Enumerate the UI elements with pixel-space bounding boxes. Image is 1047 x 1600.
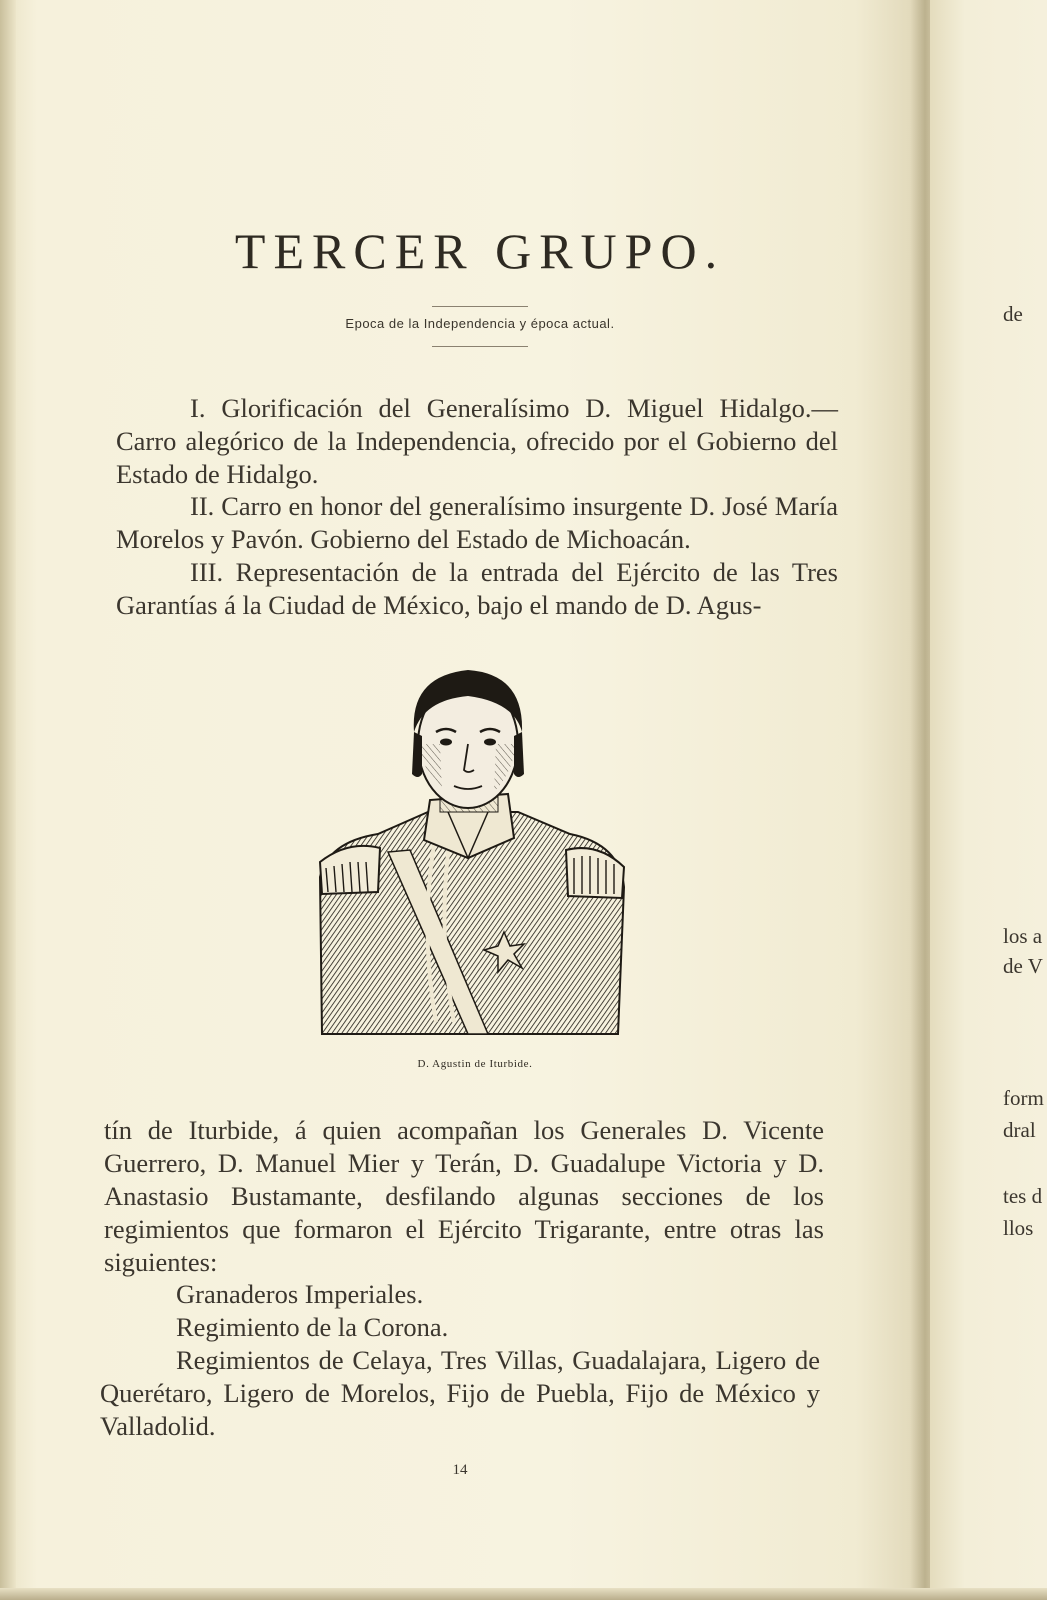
- right-page: [930, 0, 1047, 1600]
- next-page-fragment: de: [1003, 302, 1023, 326]
- next-page-fragment: form: [1003, 1086, 1044, 1110]
- next-page-fragment: tes d: [1003, 1184, 1043, 1208]
- regiment-item: Granaderos Imperiales.: [176, 1279, 424, 1309]
- page-edge-shadow: [0, 0, 16, 1600]
- next-page-fragment: los a: [1003, 924, 1043, 948]
- portrait-caption: D. Agustin de Iturbide.: [417, 1058, 533, 1070]
- paragraph-ejercito: III. Representación de la entrada del Ejército de las Tres Garantías á la Ciudad de México, bajo el mando de D. Agus-: [116, 557, 838, 620]
- portrait-engraving: [318, 662, 630, 1052]
- paragraph-hidalgo: I. Glorificación del Generalísimo D. Miguel Hidalgo.—Carro alegórico de la Independencia, ofrecido por el Gobierno del Estado de Hidalgo.: [116, 393, 838, 489]
- page-number: 14: [452, 1462, 468, 1478]
- paragraph-regimientos: Regimientos de Celaya, Tres Villas, Guadalajara, Ligero de Querétaro, Ligero de Morelos, Fijo de Puebla, Fijo de México y Valladolid.: [100, 1345, 820, 1441]
- next-page-fragment: dral: [1003, 1118, 1036, 1142]
- page-bottom-edge: [0, 1588, 1047, 1600]
- paragraph-morelos: II. Carro en honor del generalísimo insurgente D. José María Morelos y Pavón. Gobierno del Estado de Michoacán.: [116, 491, 838, 554]
- paragraph-iturbide: tín de Iturbide, á quien acompañan los Generales D. Vicente Guerrero, D. Manuel Mier y Terán, D. Guadalupe Victoria y D. Anastasio Bustamante, desfilando algunas secciones de los regimientos que formaron el Ejército Trigarante, entre otras las siguientes:: [104, 1115, 824, 1277]
- page-title: TERCER GRUPO.: [234, 223, 726, 279]
- next-page-fragment: llos: [1003, 1216, 1034, 1240]
- title-divider-bottom: [432, 346, 528, 347]
- title-divider-top: [432, 306, 528, 307]
- next-page-fragment: de V: [1003, 954, 1043, 978]
- regiment-item: Regimiento de la Corona.: [176, 1312, 449, 1342]
- page-subtitle: Epoca de la Independencia y época actual.: [345, 316, 615, 331]
